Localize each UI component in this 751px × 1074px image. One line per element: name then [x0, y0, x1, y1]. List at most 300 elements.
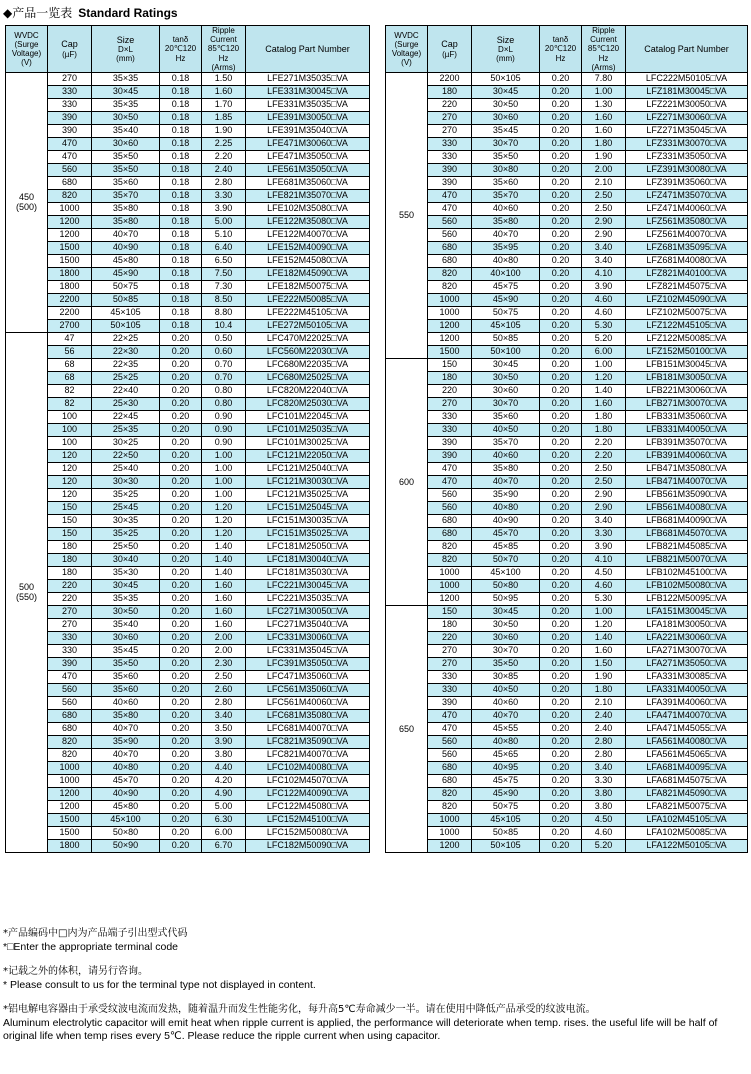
- part-number-cell: LFC221M30045□VA: [246, 579, 370, 592]
- table-row: [6, 423, 370, 436]
- table-row: [386, 124, 748, 137]
- ripple-cell: 3.30: [202, 189, 246, 202]
- tan-cell: 0.20: [160, 579, 202, 592]
- ripple-cell: 6.00: [582, 345, 626, 358]
- table-row: [6, 566, 370, 579]
- cap-cell: 270: [428, 111, 472, 124]
- table-row: [6, 137, 370, 150]
- tan-cell: 0.18: [160, 241, 202, 254]
- cap-cell: 470: [48, 150, 92, 163]
- ripple-cell: 3.90: [582, 280, 626, 293]
- ripple-cell: 6.30: [202, 813, 246, 826]
- table-row: [6, 657, 370, 670]
- ripple-cell: 2.90: [582, 501, 626, 514]
- cap-cell: 390: [48, 111, 92, 124]
- ripple-cell: 4.10: [582, 267, 626, 280]
- part-number-cell: LFC182M50090□VA: [246, 839, 370, 852]
- tan-cell: 0.20: [160, 748, 202, 761]
- cap-cell: 390: [48, 124, 92, 137]
- header-ripple-line: Hz: [598, 53, 609, 63]
- ripple-cell: 1.60: [202, 85, 246, 98]
- table-row: [6, 527, 370, 540]
- header-size-line: Size: [496, 34, 515, 45]
- table-row: [6, 813, 370, 826]
- tan-cell: 0.20: [540, 384, 582, 397]
- ripple-cell: 1.80: [582, 423, 626, 436]
- cap-cell: 820: [48, 189, 92, 202]
- ripple-cell: 1.85: [202, 111, 246, 124]
- table-row: [6, 501, 370, 514]
- part-number-cell: LFZ821M40100□VA: [626, 267, 748, 280]
- ripple-cell: 1.00: [582, 605, 626, 618]
- size-cell: 50×75: [92, 280, 160, 293]
- table-row: [6, 202, 370, 215]
- table-row: [6, 605, 370, 618]
- tan-cell: 0.20: [540, 527, 582, 540]
- cap-cell: 150: [48, 501, 92, 514]
- part-number-cell: LFA102M50085□VA: [626, 826, 748, 839]
- table-row: [386, 410, 748, 423]
- header-tan: [160, 26, 202, 73]
- part-number-cell: LFC101M25035□VA: [246, 423, 370, 436]
- cap-cell: 1000: [48, 202, 92, 215]
- cap-cell: 180: [48, 566, 92, 579]
- cap-cell: 150: [48, 527, 92, 540]
- size-cell: 45×90: [472, 293, 540, 306]
- cap-cell: 1500: [48, 813, 92, 826]
- size-cell: 45×65: [472, 748, 540, 761]
- cap-cell: 330: [428, 683, 472, 696]
- tan-cell: 0.20: [540, 462, 582, 475]
- cap-cell: 820: [428, 553, 472, 566]
- cap-cell: 330: [428, 423, 472, 436]
- size-cell: 50×70: [472, 553, 540, 566]
- ripple-cell: 1.60: [582, 124, 626, 137]
- tan-cell: 0.20: [160, 449, 202, 462]
- size-cell: 30×70: [472, 397, 540, 410]
- tan-cell: 0.20: [160, 501, 202, 514]
- ripple-cell: 1.60: [202, 579, 246, 592]
- size-cell: 35×50: [472, 150, 540, 163]
- ripple-cell: 1.40: [582, 631, 626, 644]
- cap-cell: 560: [48, 683, 92, 696]
- ripple-cell: 0.90: [202, 410, 246, 423]
- table-row: [386, 85, 748, 98]
- table-row: [6, 475, 370, 488]
- size-cell: 50×105: [472, 839, 540, 852]
- ripple-cell: 2.20: [582, 449, 626, 462]
- ripple-cell: 1.00: [202, 488, 246, 501]
- cap-cell: 68: [48, 358, 92, 371]
- ripple-cell: 5.00: [202, 800, 246, 813]
- ripple-cell: 2.80: [202, 696, 246, 709]
- size-cell: 35×25: [92, 488, 160, 501]
- cap-cell: 1800: [48, 280, 92, 293]
- ripple-cell: 6.40: [202, 241, 246, 254]
- ripple-cell: 5.10: [202, 228, 246, 241]
- tan-cell: 0.20: [540, 397, 582, 410]
- part-number-cell: LFE222M50085□VA: [246, 293, 370, 306]
- part-number-cell: LFC151M30035□VA: [246, 514, 370, 527]
- size-cell: 40×50: [472, 683, 540, 696]
- part-number-cell: LFB181M30050□VA: [626, 371, 748, 384]
- tan-cell: 0.20: [160, 709, 202, 722]
- cap-cell: 470: [48, 137, 92, 150]
- cap-cell: 56: [48, 345, 92, 358]
- header-size: [92, 26, 160, 73]
- ripple-cell: 0.80: [202, 397, 246, 410]
- table-row: [386, 488, 748, 501]
- size-cell: 35×80: [92, 709, 160, 722]
- part-number-cell: LFB102M45100□VA: [626, 566, 748, 579]
- size-cell: 45×70: [92, 774, 160, 787]
- size-cell: 25×35: [92, 423, 160, 436]
- tan-cell: 0.20: [160, 813, 202, 826]
- part-number-cell: LFC271M35040□VA: [246, 618, 370, 631]
- header-tan-line: tanδ: [552, 35, 569, 45]
- header-ripple-line: Current: [210, 35, 237, 45]
- part-number-cell: LFE222M45105□VA: [246, 306, 370, 319]
- table-row: [386, 540, 748, 553]
- header-size-line: D×L: [118, 44, 133, 54]
- size-cell: 35×40: [92, 124, 160, 137]
- tan-cell: 0.18: [160, 293, 202, 306]
- size-cell: 22×30: [92, 345, 160, 358]
- part-number-cell: LFE471M35050□VA: [246, 150, 370, 163]
- table-row: [6, 358, 370, 371]
- header-ripple-line: 85℃120: [207, 44, 240, 54]
- part-number-cell: LFC681M40070□VA: [246, 722, 370, 735]
- header-ripple-line: (Arms): [591, 62, 616, 72]
- tan-cell: 0.18: [160, 254, 202, 267]
- size-cell: 35×35: [92, 592, 160, 605]
- ripple-cell: 3.90: [202, 202, 246, 215]
- ripple-cell: 7.30: [202, 280, 246, 293]
- note-code-en: *□Enter the appropriate terminal code: [3, 940, 179, 953]
- table-row: [6, 826, 370, 839]
- part-number-cell: LFE561M35050□VA: [246, 163, 370, 176]
- part-number-cell: LFB681M40090□VA: [626, 514, 748, 527]
- cap-cell: 680: [48, 722, 92, 735]
- ripple-cell: 1.50: [582, 657, 626, 670]
- tan-cell: 0.20: [160, 397, 202, 410]
- size-cell: 40×100: [472, 267, 540, 280]
- part-number-cell: LFC222M50105□VA: [626, 72, 748, 85]
- cap-cell: 120: [48, 475, 92, 488]
- cap-cell: 1000: [428, 579, 472, 592]
- size-cell: 30×70: [472, 137, 540, 150]
- cap-cell: 560: [48, 163, 92, 176]
- table-row: [386, 748, 748, 761]
- cap-cell: 1000: [428, 293, 472, 306]
- ripple-cell: 5.20: [582, 332, 626, 345]
- part-number-cell: LFZ102M45090□VA: [626, 293, 748, 306]
- cap-cell: 180: [48, 553, 92, 566]
- ripple-cell: 6.50: [202, 254, 246, 267]
- cap-cell: 330: [428, 150, 472, 163]
- ripple-cell: 1.60: [202, 592, 246, 605]
- ripple-cell: 2.30: [202, 657, 246, 670]
- ripple-cell: 2.10: [582, 176, 626, 189]
- cap-cell: 470: [428, 462, 472, 475]
- ripple-cell: 3.40: [202, 709, 246, 722]
- table-row: [6, 449, 370, 462]
- size-cell: 40×70: [92, 228, 160, 241]
- part-number-cell: LFC102M45070□VA: [246, 774, 370, 787]
- ripple-cell: 1.50: [202, 72, 246, 85]
- cap-cell: 220: [428, 384, 472, 397]
- table-row: [6, 696, 370, 709]
- ripple-cell: 1.20: [202, 514, 246, 527]
- header-tan-line: 20℃120: [544, 44, 577, 54]
- size-cell: 35×80: [472, 462, 540, 475]
- part-number-cell: LFB221M30060□VA: [626, 384, 748, 397]
- cap-cell: 390: [428, 436, 472, 449]
- ripple-cell: 2.80: [202, 176, 246, 189]
- cap-cell: 220: [428, 631, 472, 644]
- ripple-cell: 1.60: [582, 644, 626, 657]
- table-row: [6, 280, 370, 293]
- table-row: [386, 683, 748, 696]
- cap-cell: 270: [48, 618, 92, 631]
- ripple-cell: 1.00: [582, 358, 626, 371]
- table-row: [386, 436, 748, 449]
- surge-value: (550): [15, 592, 37, 603]
- ripple-cell: 4.60: [582, 306, 626, 319]
- tan-cell: 0.20: [540, 748, 582, 761]
- title-english: Standard Ratings: [78, 6, 178, 20]
- part-number-cell: LFC221M35035□VA: [246, 592, 370, 605]
- header-cap-line: (µF): [62, 49, 77, 59]
- size-cell: 40×80: [472, 501, 540, 514]
- size-cell: 45×70: [472, 527, 540, 540]
- ripple-cell: 1.00: [202, 475, 246, 488]
- size-cell: 35×30: [92, 566, 160, 579]
- table-row: [386, 722, 748, 735]
- table-row: [6, 345, 370, 358]
- ripple-cell: 3.80: [582, 787, 626, 800]
- cap-cell: 1500: [48, 254, 92, 267]
- part-number-cell: LFC560M22030□VA: [246, 345, 370, 358]
- size-cell: 45×80: [92, 254, 160, 267]
- size-cell: 50×95: [472, 592, 540, 605]
- tan-cell: 0.20: [160, 384, 202, 397]
- header-wv-line: WVDC: [14, 30, 39, 40]
- ripple-cell: 2.50: [202, 670, 246, 683]
- cap-cell: 330: [48, 631, 92, 644]
- size-cell: 40×90: [92, 787, 160, 800]
- cap-cell: 180: [428, 618, 472, 631]
- cap-cell: 470: [428, 202, 472, 215]
- header-tan-line: Hz: [555, 53, 566, 63]
- cap-cell: 1800: [48, 839, 92, 852]
- size-cell: 45×75: [472, 280, 540, 293]
- part-number-cell: LFE271M35035□VA: [246, 72, 370, 85]
- tan-cell: 0.20: [160, 722, 202, 735]
- size-cell: 45×90: [92, 267, 160, 280]
- size-cell: 50×85: [472, 332, 540, 345]
- cap-cell: 560: [428, 501, 472, 514]
- ripple-cell: 3.50: [202, 722, 246, 735]
- cap-cell: 820: [428, 800, 472, 813]
- part-number-cell: LFC181M35030□VA: [246, 566, 370, 579]
- ripple-cell: 8.50: [202, 293, 246, 306]
- table-row: [386, 475, 748, 488]
- table-row: [386, 670, 748, 683]
- size-cell: 35×80: [92, 202, 160, 215]
- tan-cell: 0.18: [160, 319, 202, 332]
- size-cell: 30×50: [472, 618, 540, 631]
- ripple-cell: 1.20: [202, 527, 246, 540]
- ripple-cell: 4.60: [582, 826, 626, 839]
- table-row: [6, 787, 370, 800]
- cap-cell: 470: [48, 670, 92, 683]
- size-cell: 35×50: [92, 163, 160, 176]
- tan-cell: 0.20: [160, 462, 202, 475]
- header-wv-line: (Surge: [394, 39, 419, 49]
- part-number-cell: LFC820M25030□VA: [246, 397, 370, 410]
- cap-cell: 1000: [428, 306, 472, 319]
- cap-cell: 270: [48, 605, 92, 618]
- cap-cell: 120: [48, 488, 92, 501]
- size-cell: 30×85: [472, 670, 540, 683]
- ripple-cell: 4.20: [202, 774, 246, 787]
- ripple-cell: 2.90: [582, 488, 626, 501]
- size-cell: 45×100: [92, 813, 160, 826]
- cap-cell: 820: [48, 748, 92, 761]
- note-consult-en: * Please consult to us for the terminal type not displayed in content.: [3, 978, 316, 991]
- tan-cell: 0.20: [540, 98, 582, 111]
- part-number-cell: LFC102M40080□VA: [246, 761, 370, 774]
- tan-cell: 0.18: [160, 176, 202, 189]
- table-row: [386, 254, 748, 267]
- cap-cell: 1000: [48, 774, 92, 787]
- cap-cell: 150: [428, 358, 472, 371]
- cap-cell: 1000: [428, 813, 472, 826]
- size-cell: 30×60: [92, 631, 160, 644]
- cap-cell: 1500: [48, 826, 92, 839]
- header-ripple-line: (Arms): [211, 62, 236, 72]
- ripple-cell: 2.50: [582, 462, 626, 475]
- table-row: [386, 241, 748, 254]
- tan-cell: 0.20: [540, 683, 582, 696]
- part-number-cell: LFC122M40090□VA: [246, 787, 370, 800]
- part-number-cell: LFE102M35080□VA: [246, 202, 370, 215]
- tan-cell: 0.20: [540, 293, 582, 306]
- cap-cell: 47: [48, 332, 92, 345]
- cap-cell: 680: [48, 176, 92, 189]
- cap-cell: 150: [428, 605, 472, 618]
- cap-cell: 82: [48, 397, 92, 410]
- ripple-cell: 0.70: [202, 371, 246, 384]
- cap-cell: 680: [428, 527, 472, 540]
- notes: [3, 928, 748, 1042]
- surge-value: (500): [15, 202, 37, 213]
- tan-cell: 0.20: [540, 514, 582, 527]
- cap-cell: 1800: [48, 267, 92, 280]
- size-cell: 40×95: [472, 761, 540, 774]
- cap-cell: 1200: [48, 228, 92, 241]
- table-row: [386, 449, 748, 462]
- ripple-cell: 1.80: [582, 410, 626, 423]
- size-cell: 30×60: [472, 631, 540, 644]
- part-number-cell: LFA331M40050□VA: [626, 683, 748, 696]
- ripple-cell: 4.40: [202, 761, 246, 774]
- size-cell: 40×70: [472, 475, 540, 488]
- tan-cell: 0.20: [160, 540, 202, 553]
- ripple-cell: 10.4: [202, 319, 246, 332]
- table-row: [386, 566, 748, 579]
- cap-cell: 270: [48, 72, 92, 85]
- tan-cell: 0.20: [160, 371, 202, 384]
- size-cell: 30×60: [92, 137, 160, 150]
- tan-cell: 0.20: [540, 449, 582, 462]
- table-row: [386, 501, 748, 514]
- part-number-cell: LFB391M40060□VA: [626, 449, 748, 462]
- cap-cell: 560: [428, 488, 472, 501]
- tan-cell: 0.20: [540, 709, 582, 722]
- ripple-cell: 2.80: [582, 748, 626, 761]
- ripple-cell: 2.40: [582, 709, 626, 722]
- size-cell: 30×50: [92, 605, 160, 618]
- header-tan: [540, 26, 582, 73]
- table-row: [6, 644, 370, 657]
- part-number-cell: LFA681M45075□VA: [626, 774, 748, 787]
- part-number-cell: LFC151M35025□VA: [246, 527, 370, 540]
- ripple-cell: 0.90: [202, 423, 246, 436]
- tan-cell: 0.20: [540, 774, 582, 787]
- ripple-cell: 3.40: [582, 761, 626, 774]
- table-row: [386, 800, 748, 813]
- cap-cell: 330: [428, 137, 472, 150]
- size-cell: 45×100: [472, 566, 540, 579]
- size-cell: 50×105: [472, 72, 540, 85]
- part-number-cell: LFA471M45055□VA: [626, 722, 748, 735]
- tan-cell: 0.20: [540, 410, 582, 423]
- tan-cell: 0.20: [540, 553, 582, 566]
- part-number-cell: LFE331M35035□VA: [246, 98, 370, 111]
- table-row: [6, 189, 370, 202]
- header-wv-line: Voltage): [11, 48, 42, 58]
- title-chinese: 产品一览表: [12, 6, 73, 20]
- tan-cell: 0.20: [540, 566, 582, 579]
- size-cell: 35×45: [92, 644, 160, 657]
- ripple-cell: 1.20: [582, 371, 626, 384]
- part-number-cell: LFZ122M45105□VA: [626, 319, 748, 332]
- cap-cell: 820: [428, 540, 472, 553]
- tan-cell: 0.18: [160, 267, 202, 280]
- table-row: [386, 228, 748, 241]
- table-row: [6, 410, 370, 423]
- cap-cell: 1200: [48, 215, 92, 228]
- cap-cell: 1200: [428, 332, 472, 345]
- part-number-cell: LFB391M35070□VA: [626, 436, 748, 449]
- table-row: [386, 384, 748, 397]
- cap-cell: 68: [48, 371, 92, 384]
- tan-cell: 0.20: [160, 696, 202, 709]
- table-row: [386, 657, 748, 670]
- cap-cell: 270: [428, 644, 472, 657]
- ripple-cell: 4.50: [582, 566, 626, 579]
- table-row: [6, 228, 370, 241]
- tan-cell: 0.18: [160, 72, 202, 85]
- table-row: [6, 267, 370, 280]
- ripple-cell: 1.40: [202, 540, 246, 553]
- ripple-cell: 2.00: [202, 644, 246, 657]
- table-row: [6, 761, 370, 774]
- size-cell: 30×60: [472, 384, 540, 397]
- ripple-cell: 3.80: [202, 748, 246, 761]
